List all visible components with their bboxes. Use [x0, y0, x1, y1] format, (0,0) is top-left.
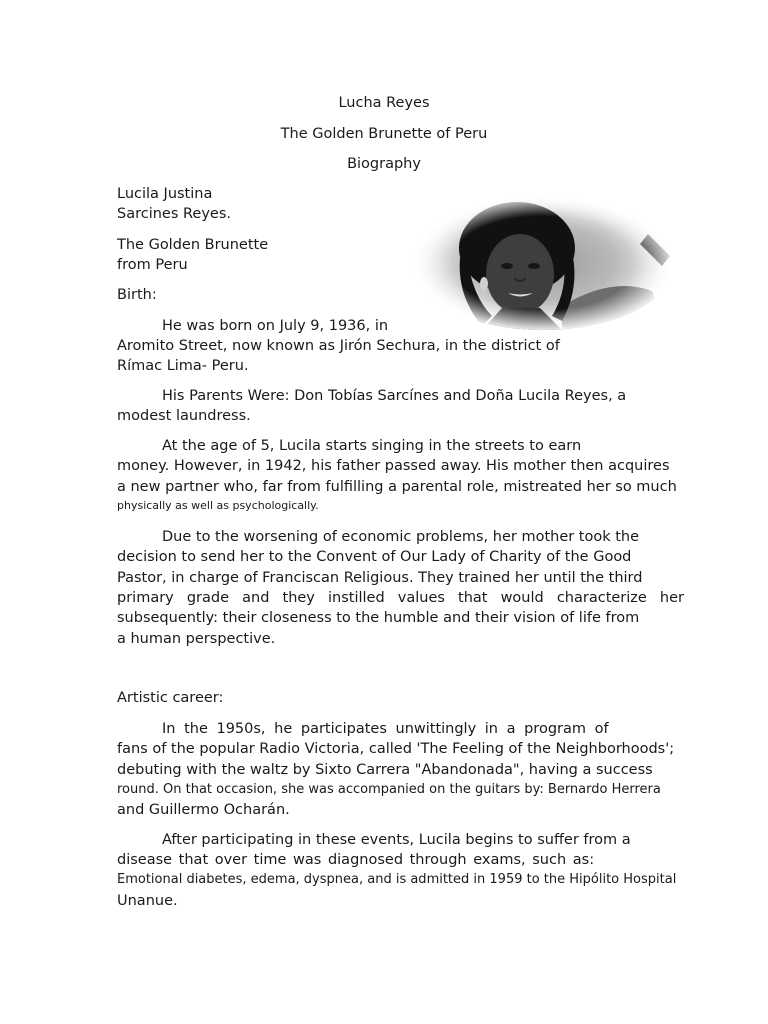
portrait-photo: [412, 196, 674, 330]
parents-line-2: modest laundress.: [117, 408, 251, 424]
convent-line-2: decision to send her to the Convent of Our Lady of Charity of the Good: [117, 549, 632, 565]
nickname-line-1: The Golden Brunette: [117, 237, 269, 253]
birth-line-1: He was born on July 9, 1936, in: [162, 318, 389, 334]
illness-line-2: disease that over time was diagnosed through exams, such as:: [117, 852, 595, 868]
illness-line-3: Emotional diabetes, edema, dyspnea, and is admitted in 1959 to the Hipólito Hospital: [117, 872, 677, 887]
career-heading: Artistic career:: [117, 690, 224, 706]
parents-line-1: His Parents Were: Don Tobías Sarcínes and Doña Lucila Reyes, a: [162, 388, 627, 404]
career-line-5: and Guillermo Ocharán.: [117, 802, 290, 818]
full-name-line-1: Lucila Justina: [117, 186, 213, 202]
career-line-2: fans of the popular Radio Victoria, called 'The Feeling of the Neighborhoods';: [117, 741, 675, 757]
illness-line-1: After participating in these events, Lucila begins to suffer from a: [162, 832, 631, 848]
childhood-line-3: a new partner who, far from fulfilling a parental role, mistreated her so much: [117, 479, 677, 495]
birth-line-2: Aromito Street, now known as Jirón Sechura, in the district of: [117, 338, 560, 354]
birth-label: Birth:: [117, 287, 157, 303]
childhood-line-2: money. However, in 1942, his father passed away. His mother then acquires: [117, 458, 670, 474]
career-line-3: debuting with the waltz by Sixto Carrera "Abandonada", having a success: [117, 762, 653, 778]
full-name-line-2: Sarcines Reyes.: [117, 206, 232, 222]
nickname-line-2: from Peru: [117, 257, 188, 273]
birth-line-3: Rímac Lima- Peru.: [117, 358, 249, 374]
childhood-line-4: physically as well as psychologically.: [117, 499, 319, 512]
illness-line-4: Unanue.: [117, 893, 178, 909]
convent-line-5: subsequently: their closeness to the humble and their vision of life from: [117, 610, 640, 626]
convent-line-1: Due to the worsening of economic problems, her mother took the: [162, 529, 640, 545]
doc-title: Lucha Reyes: [338, 95, 430, 111]
convent-line-4: primary grade and they instilled values that would characterize her: [117, 590, 684, 606]
childhood-line-1: At the age of 5, Lucila starts singing in the streets to earn: [162, 438, 582, 454]
convent-line-6: a human perspective.: [117, 631, 276, 647]
career-line-4: round. On that occasion, she was accompanied on the guitars by: Bernardo Herrera: [117, 782, 661, 797]
section-heading-biography: Biography: [347, 156, 421, 172]
convent-line-3: Pastor, in charge of Franciscan Religious. They trained her until the third: [117, 570, 643, 586]
doc-subtitle: The Golden Brunette of Peru: [280, 126, 488, 142]
career-line-1: In the 1950s, he participates unwittingly in a program of: [162, 721, 609, 737]
